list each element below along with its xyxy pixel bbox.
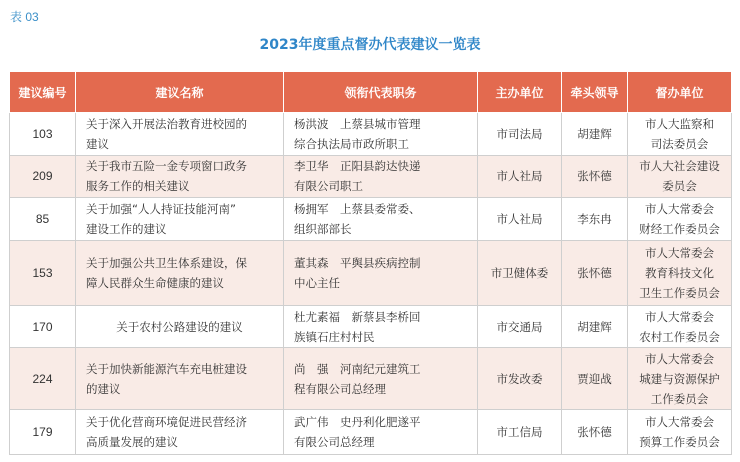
cell-name [76,155,284,198]
name-line: 关于加强“人人持证技能河南” [86,202,236,217]
rep-line: 董其森 平舆县疾病控制 [294,255,421,270]
supervisor-line: 市人大常委会 [645,415,714,430]
cell-supervisor [628,305,732,348]
cell-name [76,240,284,305]
supervisor-line: 工作委员会 [650,391,709,406]
supervisor-line: 市人大常委会 [645,245,714,260]
cell-representative [284,305,478,348]
name-line: 关于农村公路建设的建议 [116,319,243,334]
rep-line: 程有限公司总经理 [294,381,386,396]
name-line: 服务工作的相关建议 [86,179,190,194]
rep-line: 组织部部长 [294,222,352,237]
cell-name [76,410,284,455]
name-line: 关于优化营商环境促进民营经济 [86,415,247,430]
supervisor-line: 委员会 [662,179,697,194]
table-row [10,240,732,305]
header-host-unit: 主办单位 [478,72,562,113]
cell-id: 103 [10,113,76,156]
cell-id: 153 [10,240,76,305]
rep-line: 杨拥军 上蔡县委常委、 [294,202,421,217]
header-supervisor: 督办单位 [628,72,732,113]
suggestion-table [9,71,732,455]
rep-line: 尚 强 河南纪元建筑工 [294,361,421,376]
cell-name [76,113,284,156]
cell-host-unit: 市工信局 [478,410,562,455]
cell-id: 179 [10,410,76,455]
cell-leader: 李东冉 [562,198,628,241]
cell-name [76,305,284,348]
supervisor-line: 司法委员会 [650,136,709,151]
supervisor-line: 市人大常委会 [645,351,714,366]
rep-line: 有限公司职工 [294,179,363,194]
supervisor-line: 预算工作委员会 [639,435,720,450]
cell-id: 170 [10,305,76,348]
supervisor-line: 市人大社会建设 [639,159,720,174]
header-name: 建议名称 [76,72,284,113]
cell-leader: 张怀德 [562,155,628,198]
name-line: 建设工作的建议 [86,222,167,237]
table-label: 表 03 [10,10,39,24]
cell-supervisor [628,155,732,198]
table-row [10,155,732,198]
cell-host-unit: 市卫健体委 [478,240,562,305]
cell-representative [284,410,478,455]
name-line: 的建议 [86,381,121,396]
cell-leader: 胡建辉 [562,305,628,348]
cell-host-unit: 市交通局 [478,305,562,348]
cell-host-unit: 市人社局 [478,155,562,198]
cell-host-unit: 市司法局 [478,113,562,156]
name-line: 关于我市五险一金专项窗口政务 [86,159,247,174]
supervisor-line: 市人大常委会 [645,202,714,217]
supervisor-line: 市人大常委会 [645,309,714,324]
table-row [10,305,732,348]
rep-line: 武广伟 史丹利化肥遂平 [294,415,421,430]
cell-supervisor [628,348,732,410]
name-line: 障人民群众生命健康的建议 [86,275,224,290]
rep-line: 综合执法局市政所职工 [294,136,409,151]
cell-id: 224 [10,348,76,410]
name-line: 建议 [86,136,109,151]
name-line: 关于深入开展法治教育进校园的 [86,116,247,131]
cell-leader: 胡建辉 [562,113,628,156]
cell-leader: 张怀德 [562,240,628,305]
cell-representative [284,348,478,410]
supervisor-line: 卫生工作委员会 [639,285,720,300]
rep-line: 李卫华 正阳县韵达快递 [294,159,421,174]
table-body [10,113,732,455]
header-representative: 领衔代表职务 [284,72,478,113]
cell-supervisor [628,113,732,156]
cell-representative [284,240,478,305]
header-leader: 牵头领导 [562,72,628,113]
cell-supervisor [628,410,732,455]
table-row [10,410,732,455]
name-line: 关于加强公共卫生体系建设，保 [86,255,247,270]
page-title: 2023年度重点督办代表建议一览表 [259,37,481,53]
supervisor-line: 市人大监察和 [645,116,714,131]
supervisor-line: 农村工作委员会 [639,329,720,344]
rep-line: 杜尤素福 新蔡县李桥回 [294,309,421,324]
rep-line: 有限公司总经理 [294,435,375,450]
cell-representative [284,155,478,198]
cell-host-unit: 市人社局 [478,198,562,241]
cell-supervisor [628,240,732,305]
rep-line: 杨洪波 上蔡县城市管理 [294,116,421,131]
header-id: 建议编号 [10,72,76,113]
cell-name [76,198,284,241]
table-row [10,348,732,410]
supervisor-line: 财经工作委员会 [639,222,720,237]
table-header-row [10,72,732,113]
supervisor-line: 教育科技文化 [645,265,714,280]
cell-name [76,348,284,410]
supervisor-line: 城建与资源保护 [639,371,720,386]
cell-supervisor [628,198,732,241]
cell-representative [284,198,478,241]
table-row [10,198,732,241]
cell-id: 209 [10,155,76,198]
cell-id: 85 [10,198,76,241]
rep-line: 中心主任 [294,275,340,290]
name-line: 关于加快新能源汽车充电桩建设 [86,361,247,376]
cell-representative [284,113,478,156]
cell-leader: 张怀德 [562,410,628,455]
cell-leader: 贾迎战 [562,348,628,410]
rep-line: 族镇石庄村村民 [294,329,375,344]
cell-host-unit: 市发改委 [478,348,562,410]
name-line: 高质量发展的建议 [86,435,178,450]
table-row [10,113,732,156]
